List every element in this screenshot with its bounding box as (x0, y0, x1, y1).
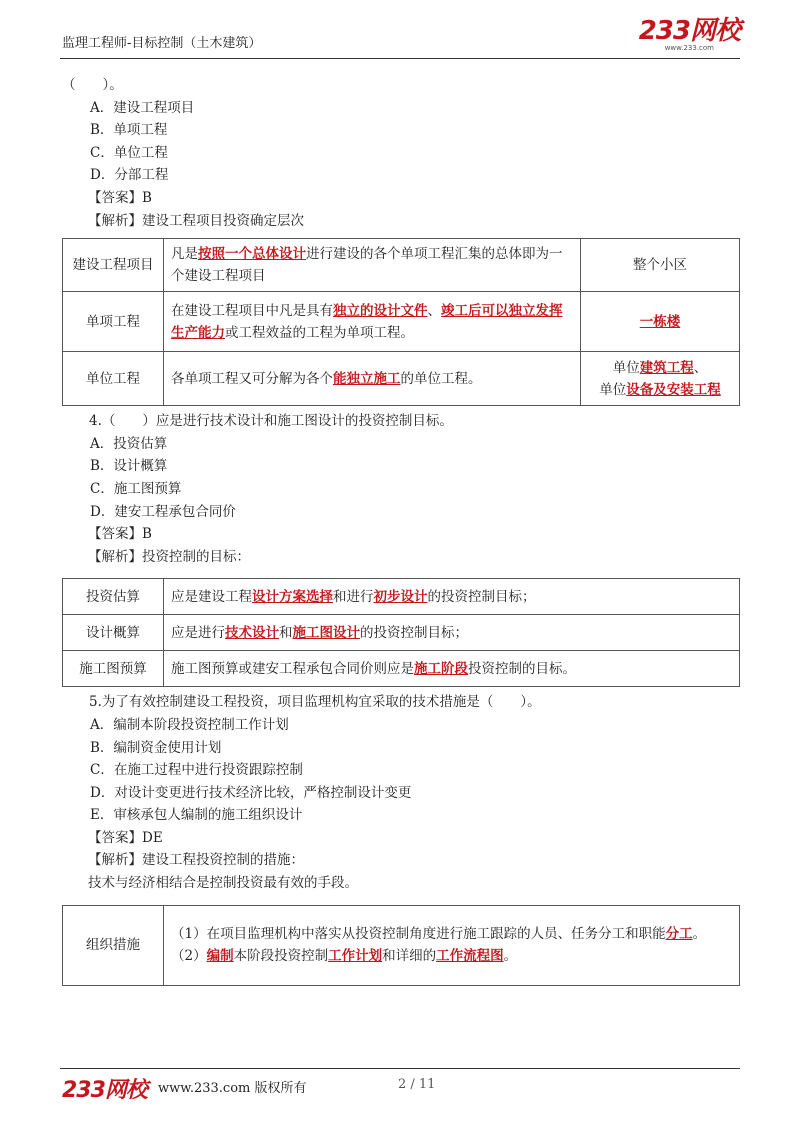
text-run: 应是建设工程 (171, 588, 252, 605)
highlight-text: 编制 (206, 948, 234, 965)
text-run: 在建设工程项目中凡是具有 (171, 302, 333, 319)
q3-analysis: 【解析】建设工程项目投资确定层次 (88, 212, 304, 229)
cell-name: 单项工程 (63, 292, 164, 352)
highlight-text: 分工 (665, 926, 693, 943)
text-run: 、 (427, 302, 441, 319)
highlight-text: 设备及安装工程 (626, 381, 721, 398)
q5-option-d: D．对设计变更进行技术经济比较，严格控制设计变更 (90, 784, 412, 801)
table-row (63, 292, 740, 352)
cell-name: 组织措施 (63, 905, 164, 985)
cell-desc (164, 651, 740, 687)
footer-copyright: www.233.com 版权所有 (158, 1081, 307, 1096)
q3-option-c: C．单位工程 (90, 144, 168, 161)
highlight-text: 按照一个总体设计 (198, 246, 306, 263)
highlight-text: 施工图设计 (292, 624, 360, 641)
q5-note: 技术与经济相结合是控制投资最有效的手段。 (88, 875, 358, 892)
q3-option-a: A．建设工程项目 (90, 99, 195, 116)
text-run: 或工程效益的工程为单项工程。 (225, 324, 414, 341)
text-run: 和详细的 (382, 948, 437, 965)
cell-example (581, 239, 740, 292)
cell-desc (164, 292, 581, 352)
page-header (60, 0, 740, 59)
q5-option-b: B．编制资金使用计划 (90, 739, 222, 756)
measure-line-2 (171, 945, 732, 967)
text-run: （1）在项目监理机构中落实从投资控制角度进行施工跟踪的人员、任务分工和职能 (171, 926, 666, 943)
highlight-text: 建筑工程 (639, 359, 694, 376)
text-run: 施工图预算或建安工程承包合同价则应是 (171, 660, 414, 677)
table-row (63, 579, 740, 615)
cell-desc (164, 615, 740, 651)
q5-option-c: C．在施工过程中进行投资跟踪控制 (90, 762, 303, 779)
q4-option-c: C．施工图预算 (90, 480, 182, 497)
cell-name: 设计概算 (63, 615, 164, 651)
q4-stem: 4.（ ）应是进行技术设计和施工图设计的投资控制目标。 (89, 413, 453, 430)
document-body (62, 74, 740, 990)
text-run: 应是进行 (171, 624, 225, 641)
logo-text: 233网校 (638, 16, 740, 46)
text-run: 本阶段投资控制 (233, 948, 329, 965)
text-run: 单位 (612, 359, 640, 376)
cell-example (581, 292, 740, 352)
q3-stem: （ ）。 (62, 77, 123, 93)
highlight-text: 施工阶段 (414, 660, 468, 677)
text-run: 投资控制的目标。 (468, 660, 576, 677)
table-investment-targets (62, 578, 740, 687)
q5-analysis: 【解析】建设工程投资控制的措施： (88, 852, 304, 869)
q5-stem: 5.为了有效控制建设工程投资，项目监理机构宜采取的技术措施是（ ）。 (89, 694, 541, 711)
page-number: 2 / 11 (398, 1077, 436, 1092)
text-run: 凡是 (171, 246, 198, 263)
q4-answer: 【答案】B (88, 526, 152, 543)
table-row (63, 239, 740, 292)
text-run: 的投资控制目标； (360, 624, 468, 641)
highlight-text: 一栋楼 (639, 313, 681, 330)
highlight-text: 技术设计 (225, 624, 279, 641)
q4-option-d: D．建安工程承包合同价 (90, 503, 236, 520)
q3-option-b: B．单项工程 (90, 122, 168, 139)
text-run: 、 (693, 359, 708, 376)
highlight-text: 设计方案选择 (252, 588, 333, 605)
cell-desc (164, 352, 581, 406)
text-run: 和 (279, 624, 293, 641)
cell-desc (164, 239, 581, 292)
q5-option-e: E．审核承包人编制的施工组织设计 (90, 807, 303, 824)
text-run: 和进行 (333, 588, 374, 605)
q3-option-d: D．分部工程 (90, 167, 169, 184)
q4-option-a: A．投资估算 (90, 435, 168, 452)
cell-name: 单位工程 (63, 352, 164, 406)
text-run: 的单位工程。 (400, 370, 482, 387)
table-row (63, 651, 740, 687)
logo-site: www.233.com (664, 44, 714, 52)
cell-name: 投资估算 (63, 579, 164, 615)
highlight-text: 能独立施工 (333, 370, 401, 387)
text-run: 的投资控制目标； (427, 588, 536, 605)
page-footer (60, 1068, 740, 1109)
highlight-text: 工作计划 (328, 948, 383, 965)
highlight-text: 竣工后可以独立发挥生产能力 (171, 302, 563, 341)
q4-option-b: B．设计概算 (90, 458, 168, 475)
measure-line-1 (171, 923, 732, 945)
q5-option-a: A．编制本阶段投资控制工作计划 (90, 716, 289, 733)
q3-answer: 【答案】B (88, 189, 152, 206)
footer-logo: 233网校 (62, 1078, 147, 1103)
header-title: 监理工程师-目标控制（土木建筑） (62, 36, 262, 51)
cell-example (581, 352, 740, 406)
text-run: 整个小区 (633, 257, 687, 274)
text-run: 。 (503, 948, 518, 965)
text-run: 各单项工程又可分解为各个 (171, 370, 333, 387)
highlight-text: 工作流程图 (436, 948, 504, 965)
q5-answer: 【答案】DE (88, 829, 163, 846)
brand-logo (639, 18, 740, 52)
table-row (63, 615, 740, 651)
table-organization-measures (62, 905, 740, 986)
highlight-text: 独立的设计文件 (333, 302, 428, 319)
cell-name: 建设工程项目 (63, 239, 164, 292)
highlight-text: 初步设计 (373, 588, 428, 605)
table-investment-levels (62, 238, 740, 406)
text-run: （2） (171, 948, 207, 965)
cell-name: 施工图预算 (63, 651, 164, 687)
text-run: 进行建设的各个单项工程汇集的总体即为一个建设工程项目 (171, 246, 563, 285)
table-row (63, 905, 740, 985)
cell-desc (164, 905, 740, 985)
table-row (63, 352, 740, 406)
q4-analysis: 【解析】投资控制的目标： (88, 548, 250, 565)
text-run: 单位 (599, 381, 627, 398)
cell-desc (164, 579, 740, 615)
text-run: 。 (692, 926, 707, 943)
